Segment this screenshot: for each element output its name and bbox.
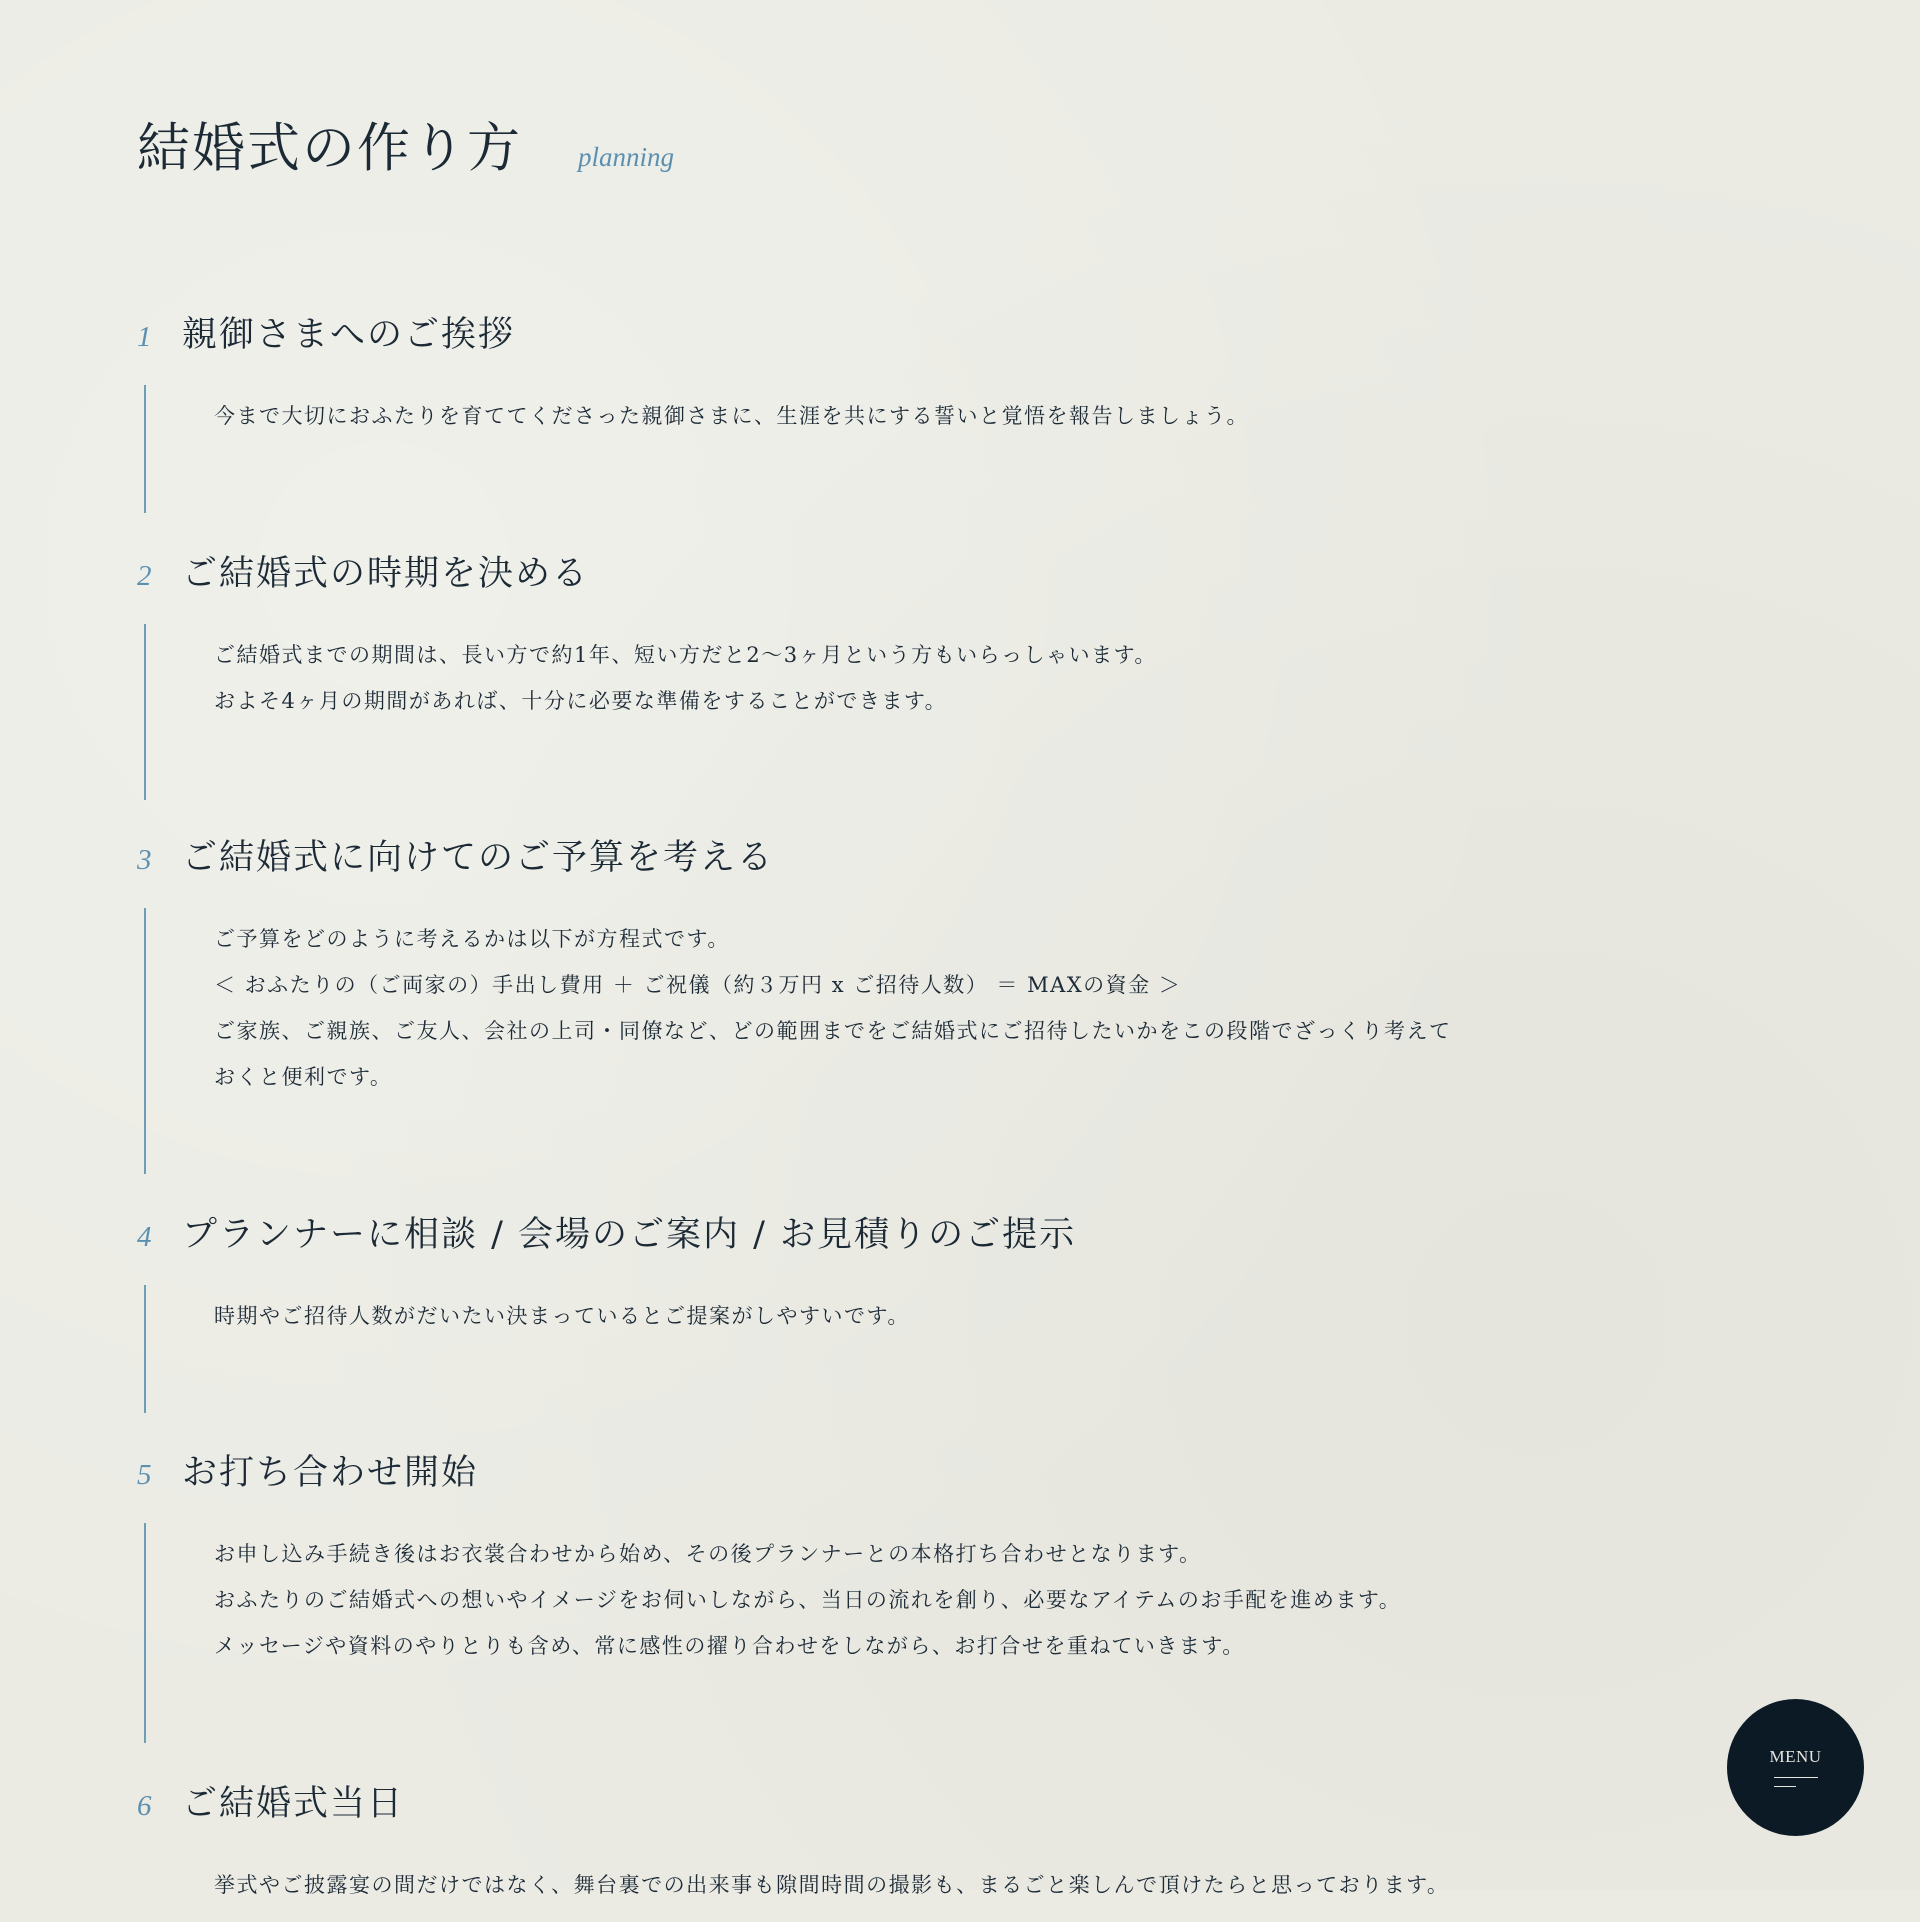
page-subtitle: planning [578,142,675,172]
step-text: メッセージや資料のやりとりも含め、常に感性の擢り合わせをしながら、お打合せを重ねていきます。 [214,1634,1245,1658]
step-number: 3 [137,844,152,876]
step-body [144,908,1537,1174]
step-body [144,1854,1537,1922]
step-text: ご家族、ご親族、ご友人、会社の上司・同僚など、どの範囲までをご結婚式にご招待したいかをこの段階でざっくり考えて [214,1019,1452,1043]
step-text: お申し込み手続き後はお衣裳合わせから始め、その後プランナーとの本格打ち合わせとなります。 [214,1542,1202,1566]
step-4 [137,1207,1537,1413]
step-text: ＜ おふたりの（ご両家の）手出し費用 ＋ ご祝儀（約３万円 x ご招待人数） ＝ MAXの資金 ＞ [214,973,1182,997]
step-title: ご結婚式の時期を決める [182,554,590,594]
step-body [144,1285,1537,1413]
step-text: およそ4ヶ月の期間があれば、十分に必要な準備をすることができます。 [214,689,948,713]
step-title: お打ち合わせ開始 [182,1453,479,1493]
step-header [137,1445,1537,1495]
step-text: 挙式やご披露宴の間だけではなく、舞台裏での出来事も隙間時間の撮影も、まるごと楽しんで頂けたらと思っております。 [214,1873,1450,1897]
step-5 [137,1445,1537,1743]
step-text: おふたりのご結婚式への想いやイメージをお伺いしながら、当日の流れを創り、必要なアイテムのお手配を進めます。 [214,1588,1402,1612]
step-header [137,830,1537,880]
step-title: ご結婚式に向けてのご予算を考える [182,838,775,878]
page-title: 結婚式の作り方 [137,118,522,179]
step-header [137,1776,1537,1826]
step-header [137,1207,1537,1257]
step-3 [137,830,1537,1174]
step-1 [137,307,1537,513]
step-header [137,307,1537,357]
hamburger-icon [1774,1775,1818,1789]
page-header [137,118,675,179]
step-text: 時期やご招待人数がだいたい決まっているとご提案がしやすいです。 [214,1304,910,1328]
menu-label: MENU [1769,1746,1822,1766]
step-body [144,385,1537,513]
step-text: おくと便利です。 [214,1065,393,1089]
step-title: 親御さまへのご挨拶 [182,315,516,355]
step-header [137,546,1537,596]
step-title: ご結婚式当日 [182,1784,405,1824]
step-number: 6 [137,1790,152,1822]
step-text: ご結婚式までの期間は、長い方で約1年、短い方だと2〜3ヶ月という方もいらっしゃいます。 [214,643,1157,667]
step-text: 今まで大切におふたりを育ててくださった親御さまに、生涯を共にする誓いと覚悟を報告しましょう。 [214,404,1249,428]
step-body [144,624,1537,800]
step-number: 5 [137,1459,152,1491]
step-6 [137,1776,1537,1922]
step-title: プランナーに相談 / 会場のご案内 / お見積りのご提示 [182,1215,1077,1255]
step-number: 2 [137,560,152,592]
menu-button[interactable] [1727,1699,1864,1836]
step-number: 4 [137,1221,152,1253]
step-body [144,1523,1537,1743]
step-text: ご予算をどのように考えるかは以下が方程式です。 [214,927,730,951]
step-number: 1 [137,321,152,353]
step-2 [137,546,1537,800]
